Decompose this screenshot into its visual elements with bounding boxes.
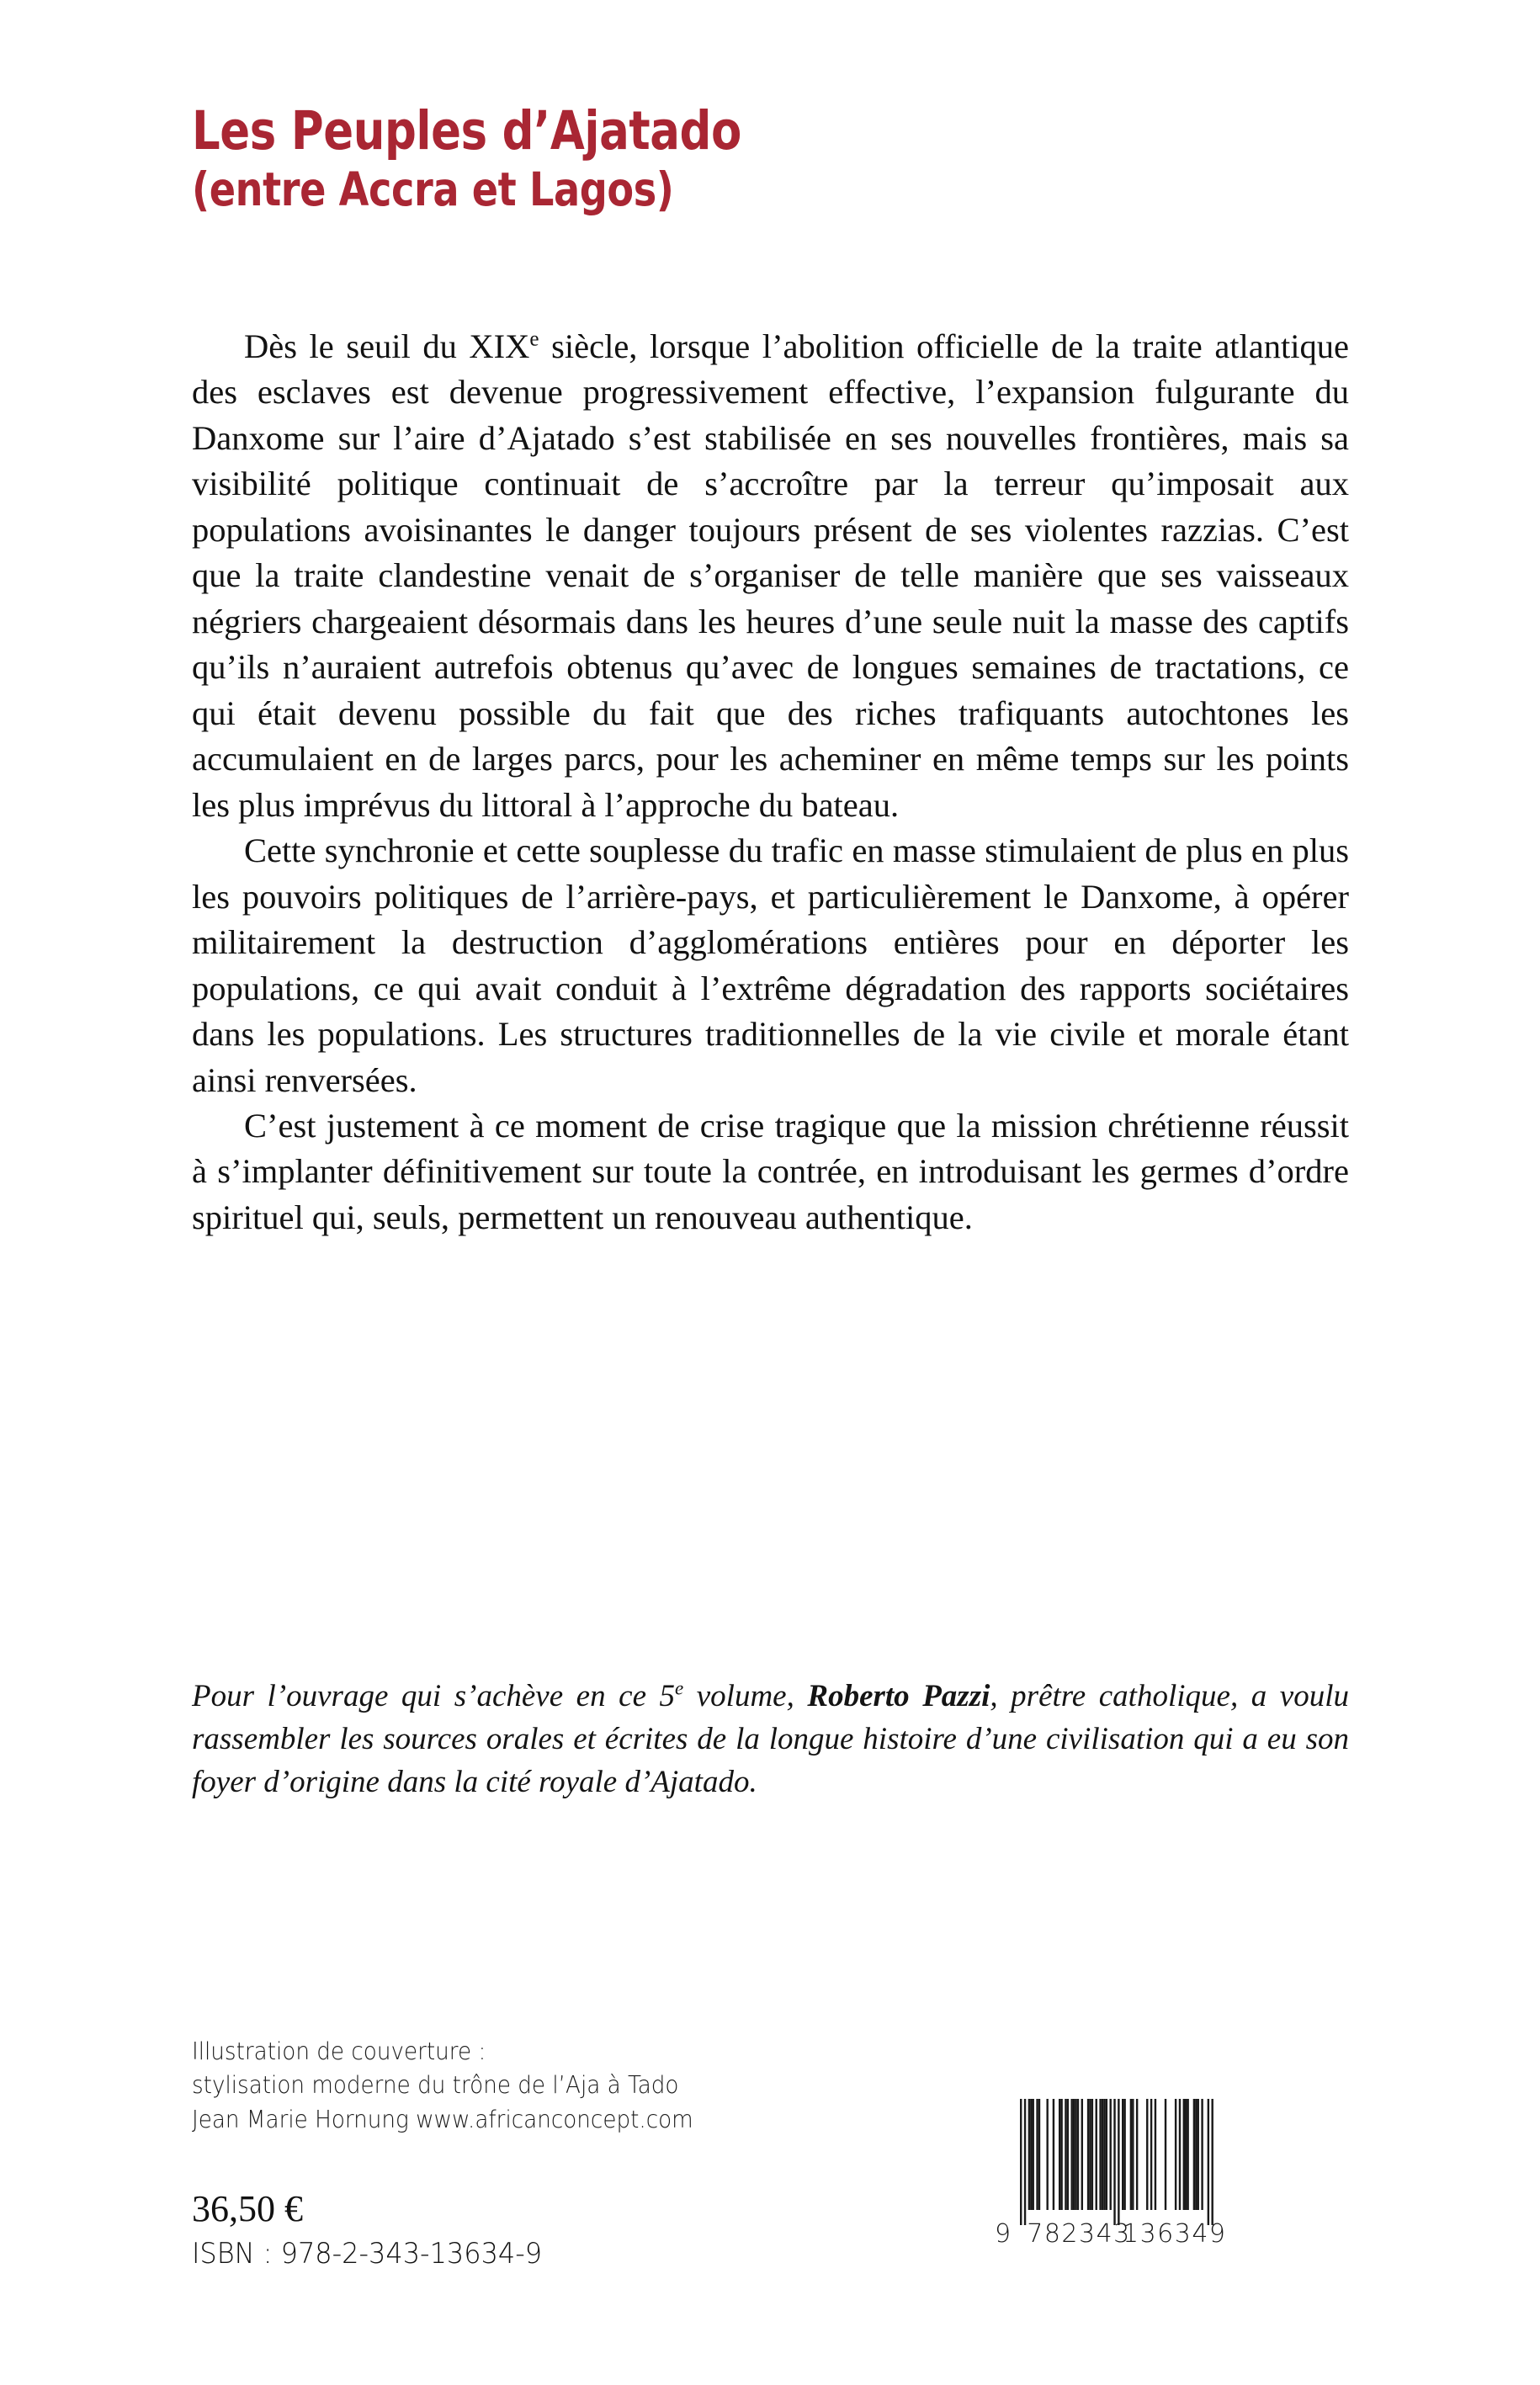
- svg-text:136349: 136349: [1123, 2219, 1227, 2249]
- page-subtitle: (entre Accra et Lagos): [192, 162, 674, 217]
- author-note-tail: , prêtre catholique, a voulu rassembler les sources orales et écrites de la longue histoire d’une civilisation qui a eu son foyer d’origine dans la cité royale d’Ajatado.: [192, 1679, 1349, 1800]
- illustration-credits: [192, 2035, 889, 2137]
- svg-text:9: 9: [995, 2219, 1012, 2249]
- author-note: [192, 1675, 1349, 1803]
- page-title: Les Peuples d’Ajatado: [192, 100, 741, 162]
- isbn-label: ISBN : 978-2-343-13634-9: [192, 2236, 543, 2271]
- blurb-paragraph-3: C’est justement à ce moment de crise tragique que la mission chrétienne réussit à s’implanter définitivement sur toute la contrée, en introduisant les germes d’ordre spirituel qui, seuls, permettent un renouveau authentique.: [192, 1106, 1349, 1236]
- author-name: Roberto Pazzi: [807, 1679, 990, 1713]
- barcode: [991, 2094, 1304, 2269]
- price-label: 36,50 €: [192, 2188, 303, 2229]
- credit-line-1: Illustration de couverture :: [192, 2037, 486, 2065]
- credit-line-2: stylisation moderne du trône de l’Aja à Tado: [192, 2071, 679, 2100]
- svg-text:782343: 782343: [1027, 2219, 1131, 2249]
- author-note-text: [192, 1675, 1349, 1803]
- credit-line-3: Jean Marie Hornung www.africanconcept.com: [192, 2105, 693, 2133]
- title-block: [192, 100, 1370, 217]
- author-note-lead-after: volume,: [683, 1679, 808, 1713]
- blurb-body: [192, 324, 1349, 1240]
- century-ordinal: e: [529, 327, 539, 351]
- author-note-lead: Pour l’ouvrage qui s’achève en ce 5: [192, 1679, 676, 1713]
- blurb-paragraph-2: Cette synchronie et cette souplesse du trafic en masse stimulaient de plus en plus les pouvoirs politiques de l’arrière-pays, et particulièrement le Danxome, à opérer militairement la destruction d’agglomérations entières pour en déporter les populations, ce qui avait conduit à l’extrême dégradation des rapports sociétaires dans les populations. Les structures traditionnelles de la vie civile et morale étant ainsi renversées.: [192, 831, 1349, 1099]
- price-block: [192, 2186, 565, 2272]
- blurb-paragraph-1: Dès le seuil du XIXe siècle, lorsque l’abolition officielle de la traite atlantique des esclaves est devenue progressivement effective, l’expansion fulgurante du Danxome sur l’aire d’Ajatado s’est stabilisée en ses nouvelles frontières, mais sa visibilité politique continuait de s’accroître par la terreur qu’imposait aux populations avoisinantes le danger toujours présent de ses violentes razzias. C’est que la traite clandestine venait de s’organiser de telle manière que ses vaisseaux négriers chargeaient désormais dans les heures d’une seule nuit la masse des captifs qu’ils n’auraient autrefois obtenus qu’avec de longues semaines de tractations, ce qui était devenu possible du fait que des riches trafiquants autochtones les accumulaient en de larges parcs, pour les acheminer en même temps sur les points les plus imprévus du littoral à l’approche du bateau.: [192, 327, 1350, 824]
- barcode-image: [991, 2094, 1304, 2269]
- author-note-ordinal: e: [675, 1677, 684, 1699]
